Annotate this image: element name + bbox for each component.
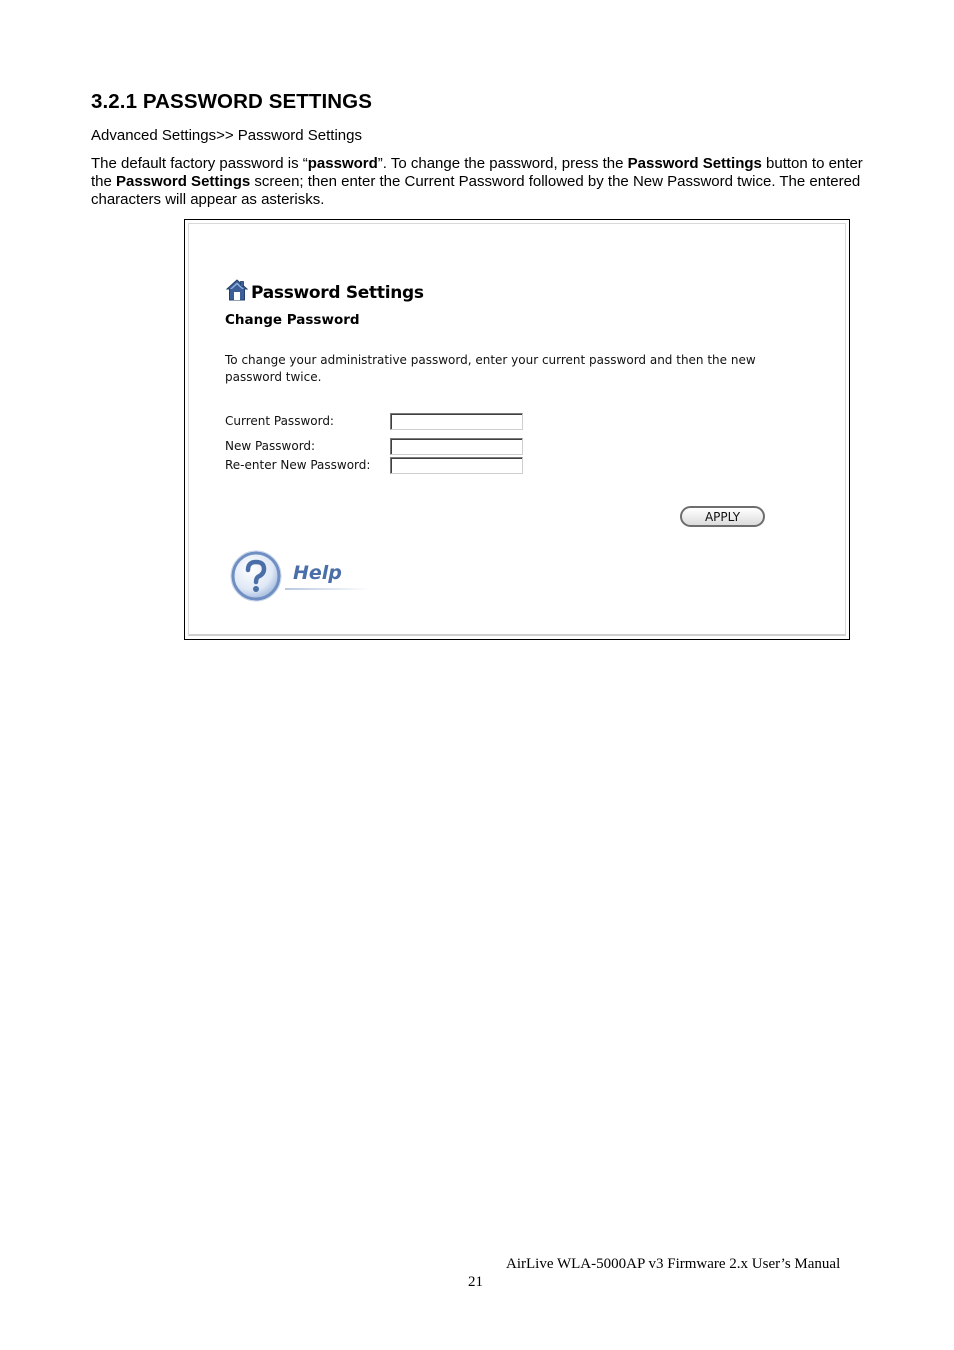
breadcrumb: Advanced Settings>> Password Settings (91, 127, 362, 144)
intro-paragraph (91, 155, 871, 209)
new-password-input[interactable] (390, 438, 523, 455)
password-settings-screenshot (184, 219, 850, 640)
new-password-label: New Password: (225, 439, 316, 453)
paragraph-bold-password-settings-screen: Password Settings (116, 173, 251, 190)
paragraph-text: The default factory password is “ (91, 155, 308, 172)
current-password-label: Current Password: (225, 414, 334, 428)
paragraph-text: ”. To change the password, press the (377, 155, 628, 172)
house-icon[interactable] (226, 279, 248, 301)
apply-button[interactable]: APPLY (680, 506, 765, 527)
footer-manual-title: AirLive WLA-5000AP v3 Firmware 2.x User’s Manual (506, 1256, 841, 1272)
reenter-password-input[interactable] (390, 457, 523, 474)
paragraph-text: button to enter the (91, 155, 863, 190)
section-heading: 3.2.1 PASSWORD SETTINGS (91, 90, 373, 113)
paragraph-text: screen; then enter the Current Password followed by the New Password twice. The entered characters will appear as asterisks. (91, 173, 861, 208)
help-underline (285, 588, 371, 590)
help-link[interactable]: Help (293, 562, 342, 584)
current-password-input[interactable] (390, 413, 523, 430)
page-number: 21 (468, 1274, 483, 1290)
panel-title: Password Settings (251, 283, 424, 303)
settings-panel (188, 223, 846, 636)
panel-subtitle: Change Password (225, 312, 360, 328)
paragraph-bold-password-settings: Password Settings (627, 155, 762, 172)
question-mark-icon[interactable] (230, 550, 282, 602)
reenter-password-label: Re-enter New Password: (225, 458, 371, 472)
paragraph-bold-password: password (307, 155, 378, 172)
panel-description: To change your administrative password, enter your current password and then the new password twice. (225, 353, 756, 384)
